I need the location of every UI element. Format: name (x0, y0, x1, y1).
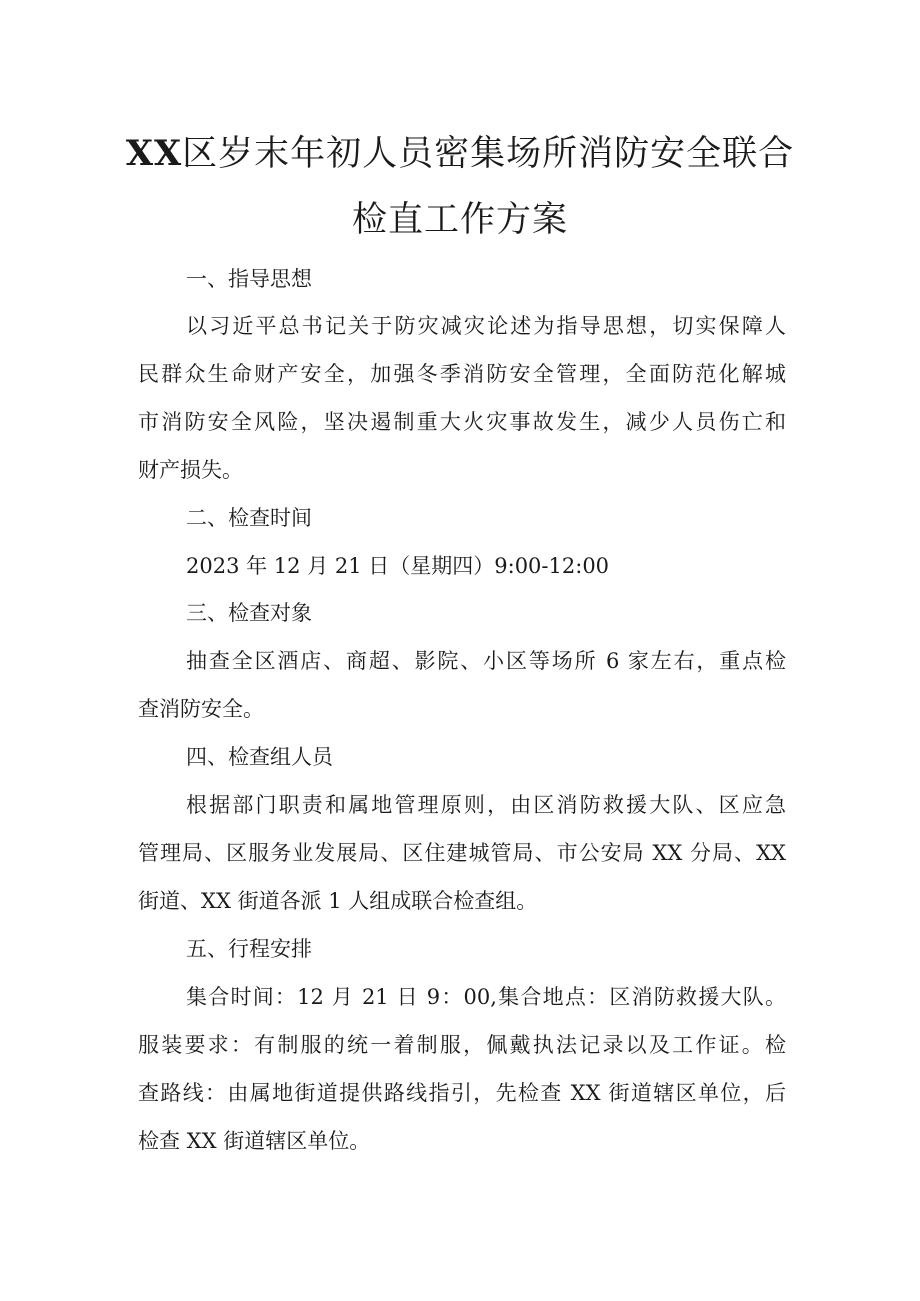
section-heading-guiding-thought: 一、指导思想 (186, 267, 312, 291)
paragraph-line: 市消防安全风险，坚决遏制重大火灾事故发生，减少人员伤亡和 (138, 410, 786, 434)
paragraph-line: 查消防安全。 (138, 697, 264, 721)
section-heading-inspection-time: 二、检查时间 (186, 506, 312, 530)
paragraph-line: 集合时间：12 月 21 日 9：00,集合地点：区消防救援大队。 (186, 985, 786, 1009)
document-title-line-2: 检直工作方案 (351, 200, 568, 240)
paragraph-line: 街道、XX 街道各派 1 人组成联合检查组。 (138, 889, 538, 913)
inspection-time-value: 2023 年 12 月 21 日（星期四）9:00-12:00 (186, 554, 610, 578)
section-heading-inspection-team: 四、检查组人员 (186, 745, 333, 769)
paragraph-line: 检查 XX 街道辖区单位。 (138, 1129, 371, 1153)
title-prefix: XX (125, 133, 183, 174)
paragraph-line: 抽查全区酒店、商超、影院、小区等场所 6 家左右，重点检 (186, 649, 786, 673)
section-heading-itinerary: 五、行程安排 (186, 937, 312, 961)
paragraph-line: 根据部门职责和属地管理原则，由区消防救援大队、区应急 (186, 793, 786, 817)
paragraph-line: 以习近平总书记关于防灾减灾论述为指导思想，切实保障人 (186, 314, 786, 338)
document-title-line-1 (0, 133, 920, 174)
paragraph-line: 管理局、区服务业发展局、区住建城管局、市公安局 XX 分局、XX (138, 841, 786, 865)
title-rest: 区岁末年初人员密集场所消防安全联合 (182, 134, 795, 174)
section-heading-inspection-targets: 三、检查对象 (186, 601, 312, 625)
paragraph-line: 查路线：由属地街道提供路线指引，先检查 XX 街道辖区单位，后 (138, 1081, 786, 1105)
paragraph-line: 财产损失。 (138, 458, 243, 482)
paragraph-line: 民群众生命财产安全，加强冬季消防安全管理，全面防范化解城 (138, 362, 786, 386)
paragraph-line: 服装要求：有制服的统一着制服，佩戴执法记录以及工作证。检 (138, 1033, 786, 1057)
